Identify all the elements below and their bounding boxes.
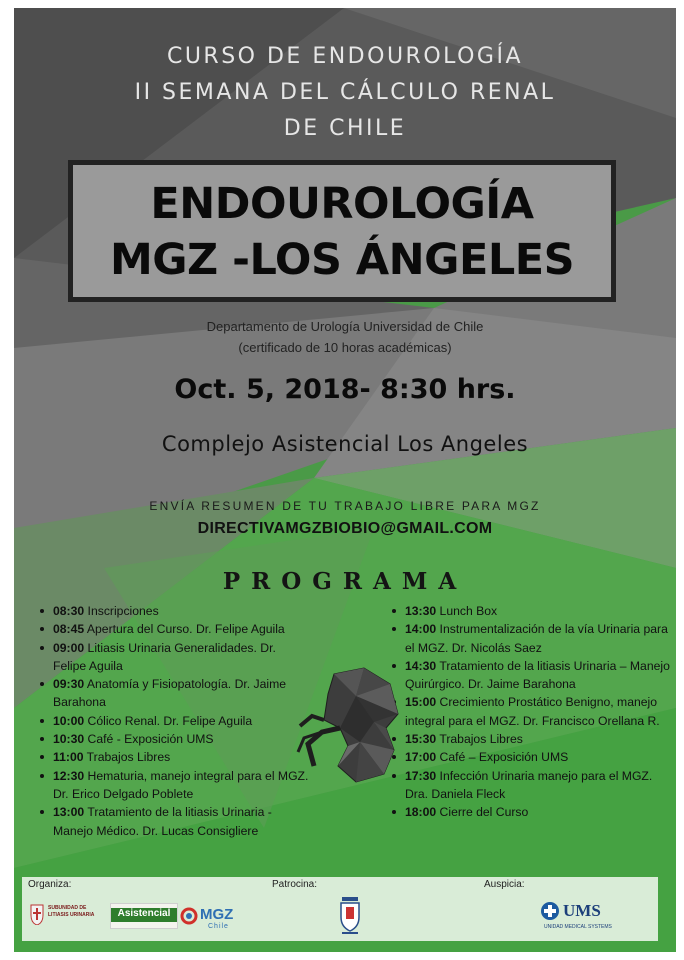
main-title-box: [68, 160, 616, 302]
schedule-item: [40, 748, 312, 766]
schedule-time: 10:00: [53, 713, 85, 728]
schedule-item: [392, 620, 672, 657]
schedule-item: [40, 675, 312, 712]
schedule-time: 14:30: [405, 658, 437, 673]
course-title-line-3: DE CHILE: [283, 116, 407, 141]
schedule-item: [392, 767, 672, 804]
kidney-illustration-icon: [294, 666, 400, 784]
schedule-text: Cierre del Curso: [436, 805, 529, 820]
poster: [14, 8, 676, 952]
schedule-text: Café - Exposición UMS: [84, 732, 214, 747]
schedule-item: [40, 767, 312, 804]
schedule-time: 14:00: [405, 622, 437, 637]
ums-text: UMS: [563, 901, 601, 920]
subunidad-line-2: LITIASIS URINARIA: [48, 912, 95, 918]
schedule-time: 09:30: [53, 677, 85, 692]
schedule-item: [40, 803, 312, 840]
schedule-time: 08:30: [53, 604, 85, 618]
schedule-item: [392, 803, 672, 821]
schedule-time: 17:00: [405, 750, 437, 765]
schedule-item: [40, 730, 312, 748]
mgz-text: MGZ: [200, 906, 234, 923]
schedule-text: Inscripciones: [84, 604, 159, 618]
schedule-time: 09:00: [53, 640, 85, 655]
ums-subtext: UNIDAD MEDICAL SYSTEMS: [544, 924, 612, 930]
schedule-item: [40, 602, 312, 620]
schedule-item: [392, 602, 672, 620]
course-title-line-2: II SEMANA DEL CÁLCULO RENAL: [134, 80, 556, 105]
schedule-item: [392, 748, 672, 766]
schedule-text: Hematuria, manejo integral para el MGZ. Dr. Erico Delgado Poblete: [53, 768, 309, 801]
schedule-item: [392, 693, 672, 730]
schedule-time: 11:00: [53, 750, 84, 765]
main-title-line-2: MGZ -LOS ÁNGELES: [109, 235, 575, 285]
schedule-time: 12:30: [53, 768, 85, 783]
schedule-text: Café – Exposición UMS: [436, 750, 569, 765]
schedule-item: [40, 712, 312, 730]
contact-email-link[interactable]: DIRECTIVAMGZBIOBIO@GMAIL.COM: [197, 520, 493, 537]
universidad-chile-seal: [338, 895, 362, 937]
patrocina-label: Patrocina:: [272, 879, 318, 890]
schedule-item: [40, 620, 312, 638]
event-venue: Complejo Asistencial Los Angeles: [161, 432, 529, 456]
schedule-item: [40, 639, 312, 676]
shield-icon: [30, 903, 44, 925]
ums-cross-icon: [540, 901, 560, 921]
schedule-text: Instrumentalización de la vía Urinaria para el MGZ. Dr. Nicolás Saez: [405, 622, 668, 655]
organiza-label: Organiza:: [28, 879, 72, 890]
schedule-text: Trabajos Libres: [436, 732, 523, 747]
schedule-text: Tratamiento de la litiasis Urinaria - Manejo Médico. Dr. Lucas Consigliere: [53, 805, 272, 838]
schedule-time: 15:30: [405, 732, 437, 747]
mgz-subtext: Chile: [208, 923, 229, 930]
sponsor-bar: [22, 877, 658, 941]
mgz-emblem-icon: [180, 907, 198, 925]
complejo-asistencial-logo: [110, 903, 178, 929]
certificate-note: (certificado de 10 horas académicas): [238, 340, 452, 355]
schedule-time: 10:30: [53, 732, 85, 747]
schedule-time: 15:00: [405, 695, 437, 710]
university-seal-icon: [338, 895, 362, 935]
submission-instructions: ENVÍA RESUMEN DE TU TRABAJO LIBRE PARA MGZ: [149, 499, 541, 513]
auspicia-label: Auspicia:: [484, 879, 525, 890]
schedule-text: Trabajos Libres: [83, 750, 171, 765]
subunidad-line-1: SUBUNIDAD DE: [48, 905, 87, 911]
schedule-text: Tratamiento de la litiasis Urinaria – Manejo Quirúrgico. Dr. Jaime Barahona: [405, 658, 670, 692]
schedule-left-column: [40, 602, 312, 840]
mgz-chile-logo: [180, 901, 250, 935]
schedule-text: Cólico Renal. Dr. Felipe Aguila: [84, 713, 253, 728]
schedule-text: Apertura del Curso. Dr. Felipe Aguila: [84, 622, 285, 637]
schedule-text: Lunch Box: [436, 604, 498, 618]
schedule-time: 08:45: [53, 622, 85, 637]
schedule-text: Litiasis Urinaria Generalidades. Dr. Felipe Aguila: [53, 640, 276, 673]
ums-logo: [540, 899, 630, 935]
schedule-time: 18:00: [405, 805, 437, 820]
schedule-text: Anatomía y Fisiopatología. Dr. Jaime Barahona: [53, 677, 287, 710]
schedule-time: 13:30: [405, 604, 437, 618]
schedule-time: 17:30: [405, 768, 437, 783]
schedule-text: Crecimiento Prostático Benigno, manejo integral para el MGZ. Dr. Francisco Orellana R.: [405, 695, 660, 728]
schedule-right-column: [392, 602, 672, 822]
department-line: Departamento de Urología Universidad de Chile: [206, 319, 484, 334]
event-date: Oct. 5, 2018- 8:30 hrs.: [174, 374, 516, 405]
schedule-text: Infección Urinaria manejo para el MGZ. Dra. Daniela Fleck: [405, 768, 653, 801]
schedule-item: [392, 657, 672, 694]
main-title-line-1: ENDOUROLOGÍA: [150, 179, 534, 229]
asistencial-text: Asistencial: [117, 908, 171, 919]
subunidad-litiasis-logo: [26, 895, 106, 935]
program-heading: PROGRAMA: [222, 568, 468, 595]
schedule-item: [392, 730, 672, 748]
schedule-time: 13:00: [53, 805, 85, 820]
course-title-line-1: CURSO DE ENDOUROLOGÍA: [166, 44, 524, 69]
